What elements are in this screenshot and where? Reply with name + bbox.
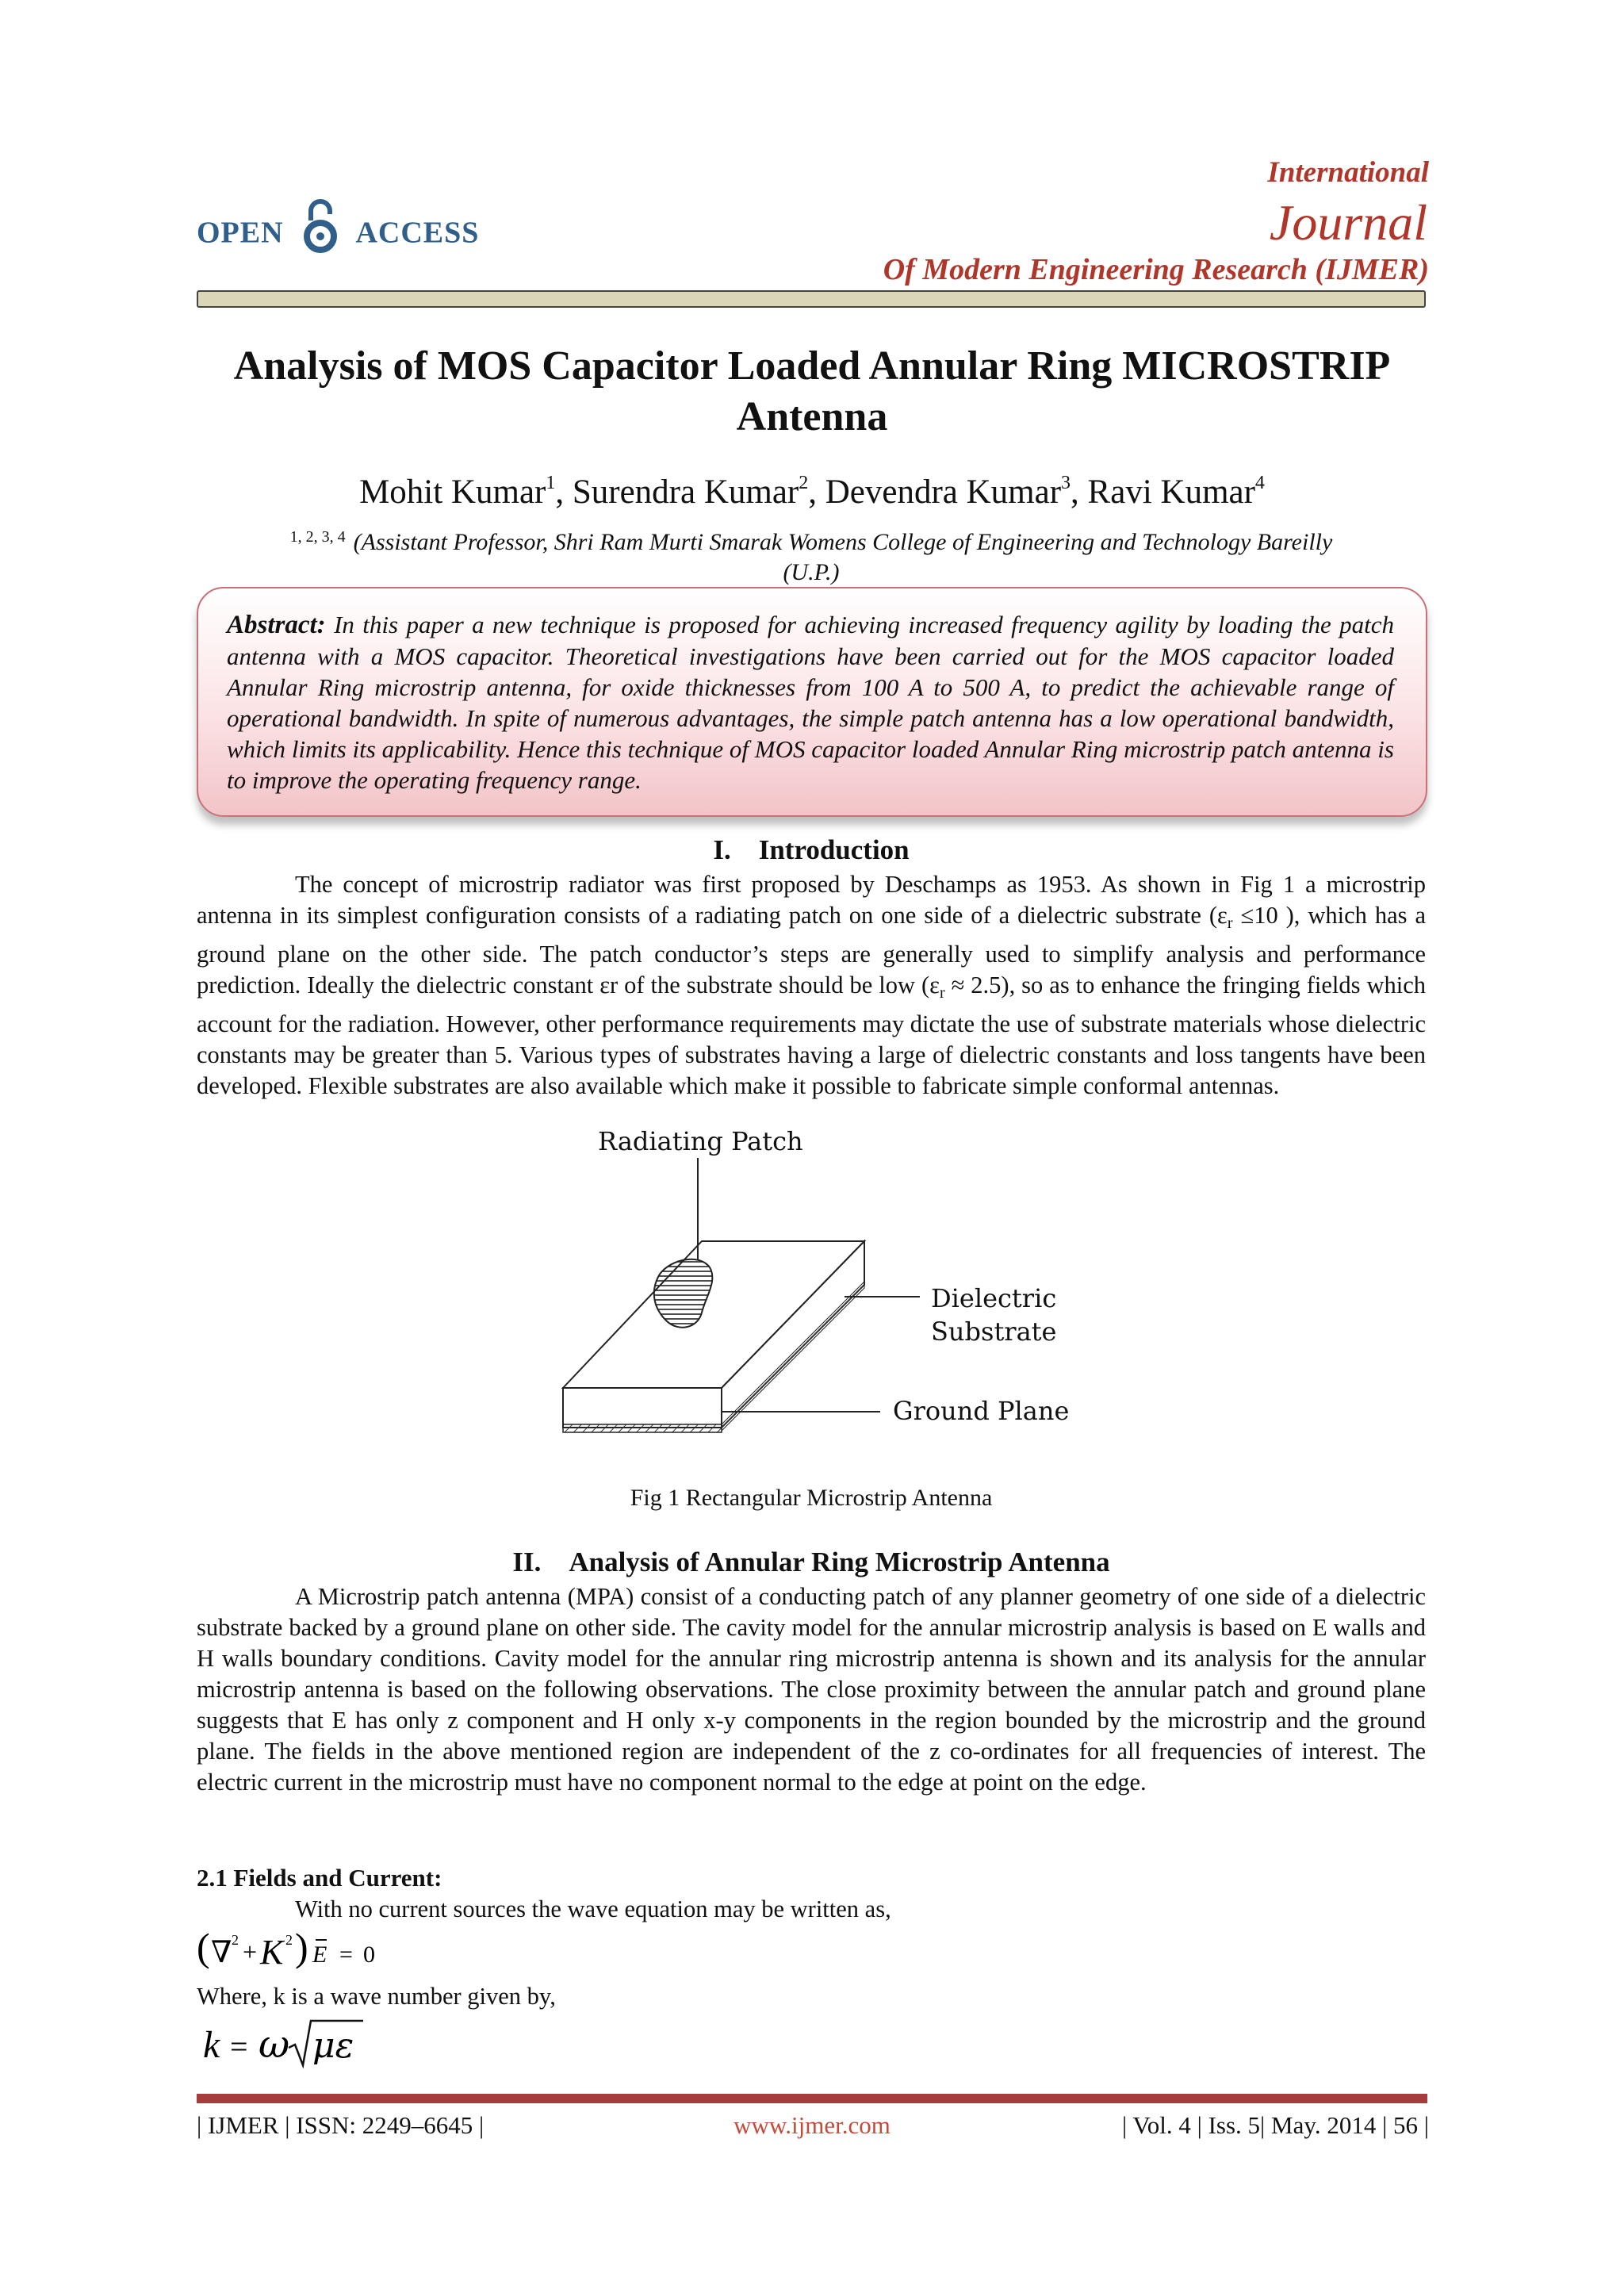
svg-text:0: 0 [363, 1941, 375, 1968]
open-access-right-text: ACCESS [355, 216, 480, 250]
author-4: Ravi Kumar [1087, 473, 1255, 511]
open-access-lock-icon [303, 197, 338, 263]
label-dielectric-line2: Substrate [931, 1317, 1057, 1347]
author-3: Devendra Kumar [825, 473, 1062, 511]
label-ground-plane: Ground Plane [893, 1396, 1070, 1426]
label-radiating-patch: Radiating Patch [598, 1126, 803, 1156]
author-1: Mohit Kumar [359, 473, 546, 511]
paper-title-line2: Antenna [736, 394, 888, 439]
open-access-logo [197, 208, 479, 263]
fields-paragraph-1 [197, 1894, 1426, 1925]
paper-title [159, 341, 1465, 443]
svg-text:+: + [243, 1938, 258, 1966]
intro-text-c: ≈ 2.5), so as to enhance the fringing fields which account for the radiation. However, other performance requirements may dictate the use of substrate materials whose dielectric constants may be greater than 5. Various types of substrates having a large of dielectric constants and loss tangents have been developed. Flexible substrates are also available which make it possible to fabricate simple conformal antennas. [197, 972, 1426, 1099]
introduction-paragraph [197, 869, 1426, 1102]
wave-equation [197, 1926, 403, 1973]
author-list: Mohit Kumar$^1$, Surendra Kumar$^2$, Devendra Kumar$^3$, Ravi Kumar$^4$ [359, 473, 1265, 511]
footer-volume-page: | Vol. 4 | Iss. 5| May. 2014 | 56 | [1122, 2111, 1429, 2139]
footer-website-link[interactable]: www.ijmer.com [733, 2111, 891, 2139]
affiliation-sup: 1, 2, 3, 4 [289, 528, 346, 546]
svg-text:=: = [230, 2029, 248, 2064]
author-3-sup: 3 [1061, 473, 1071, 493]
fields-text-1: With no current sources the wave equation may be written as, [295, 1895, 891, 1922]
affiliation-line2: (U.P.) [783, 559, 840, 585]
intro-text-b: ≤10 ), which has a ground plane on the other side. The patch conductor’s steps are generally used to simplify analysis and performance prediction. Ideally the dielectric constant εr of the substrate should be low (ε [197, 902, 1426, 999]
paper-title-line1: Analysis of MOS Capacitor Loaded Annular Ring MICROSTRIP [233, 343, 1391, 389]
label-dielectric-substrate [931, 1282, 1056, 1348]
affiliation [197, 522, 1426, 588]
intro-text-a: The concept of microstrip radiator was first proposed by Deschamps as 1953. As shown in Fig 1 a microstrip antenna in its simplest configuration consists of a radiating patch on one side of a dielectric substrate (ε [197, 871, 1426, 929]
wave-number-equation [197, 2013, 371, 2073]
header-rule [197, 290, 1426, 308]
footer-issn: | IJMER | ISSN: 2249–6645 | [197, 2111, 485, 2139]
journal-name-international: International [1267, 156, 1429, 189]
journal-name-journal: Journal [1269, 194, 1427, 251]
journal-name-full: Of Modern Engineering Research (IJMER) [883, 253, 1429, 286]
figure-1-caption: Fig 1 Rectangular Microstrip Antenna [630, 1485, 993, 1511]
figure-microstrip-antenna [547, 1126, 1102, 1459]
abstract-box [197, 587, 1427, 817]
analysis-paragraph [197, 1581, 1426, 1798]
svg-text:2: 2 [285, 1932, 293, 1948]
abstract-label: Abstract: [227, 611, 326, 639]
fields-paragraph-2: Where, k is a wave number given by, [197, 1983, 556, 2010]
section-heading-introduction: I. Introduction [713, 834, 910, 865]
svg-text:): ) [295, 1926, 308, 1969]
svg-text:ω: ω [259, 2022, 290, 2067]
intro-sub-2: r [939, 984, 945, 1002]
svg-text:∇: ∇ [211, 1934, 232, 1969]
open-access-left-text: OPEN [197, 216, 284, 250]
analysis-text: A Microstrip patch antenna (MPA) consist of a conducting patch of any planner geometry of one side of a dielectric substrate backed by a ground plane on other side. The cavity model for the annular microstrip analysis is based on E walls and H walls boundary conditions. Cavity model for the annular ring microstrip antenna is shown and its analysis for the annular microstrip antenna is based on the following observations. The close proximity between the annular patch and ground plane suggests that E has only z component and H only x-y components in the region bounded by the microstrip and the ground plane. The fields in the above mentioned region are independent of the z co-ordinates for all frequencies of interest. The electric current in the microstrip must have no component normal to the edge at point on the edge. [197, 1583, 1426, 1796]
author-1-sup: 1 [546, 473, 556, 493]
svg-text:K: K [260, 1933, 284, 1972]
ground-plane-layer [563, 1424, 722, 1432]
footer-rule [197, 2094, 1427, 2103]
substrate-front-face [563, 1388, 722, 1428]
abstract-text: In this paper a new technique is proposed for achieving increased frequency agility by loading the patch antenna with a MOS capacitor. Theoretical investigations have been carried out for the MOS capacitor loaded Annular Ring microstrip antenna, for oxide thicknesses from 100 A to 500 A, to predict the achievable range of operational bandwidth. In spite of numerous advantages, the simple patch antenna has a low operational bandwidth, which limits its applicability. Hence this technique of MOS capacitor loaded Annular Ring microstrip patch antenna is to improve the operating frequency range. [227, 611, 1395, 794]
svg-text:k: k [203, 2024, 220, 2066]
svg-text:με: με [312, 2026, 354, 2066]
author-4-sup: 4 [1254, 473, 1265, 493]
label-dielectric-line1: Dielectric [931, 1283, 1057, 1313]
svg-text:(: ( [197, 1926, 210, 1969]
section-heading-analysis: II. Analysis of Annular Ring Microstrip Antenna [512, 1547, 1110, 1577]
author-2: Surendra Kumar [572, 473, 799, 511]
affiliation-line1: (Assistant Professor, Shri Ram Murti Smarak Womens College of Engineering and Technology Bareilly [353, 529, 1333, 555]
svg-text:2: 2 [232, 1932, 239, 1948]
svg-text:=: = [339, 1941, 353, 1968]
intro-sub-1: r [1227, 914, 1233, 932]
svg-text:E: E [312, 1941, 327, 1968]
subsection-heading-fields: 2.1 Fields and Current: [197, 1864, 442, 1892]
author-2-sup: 2 [799, 473, 809, 493]
